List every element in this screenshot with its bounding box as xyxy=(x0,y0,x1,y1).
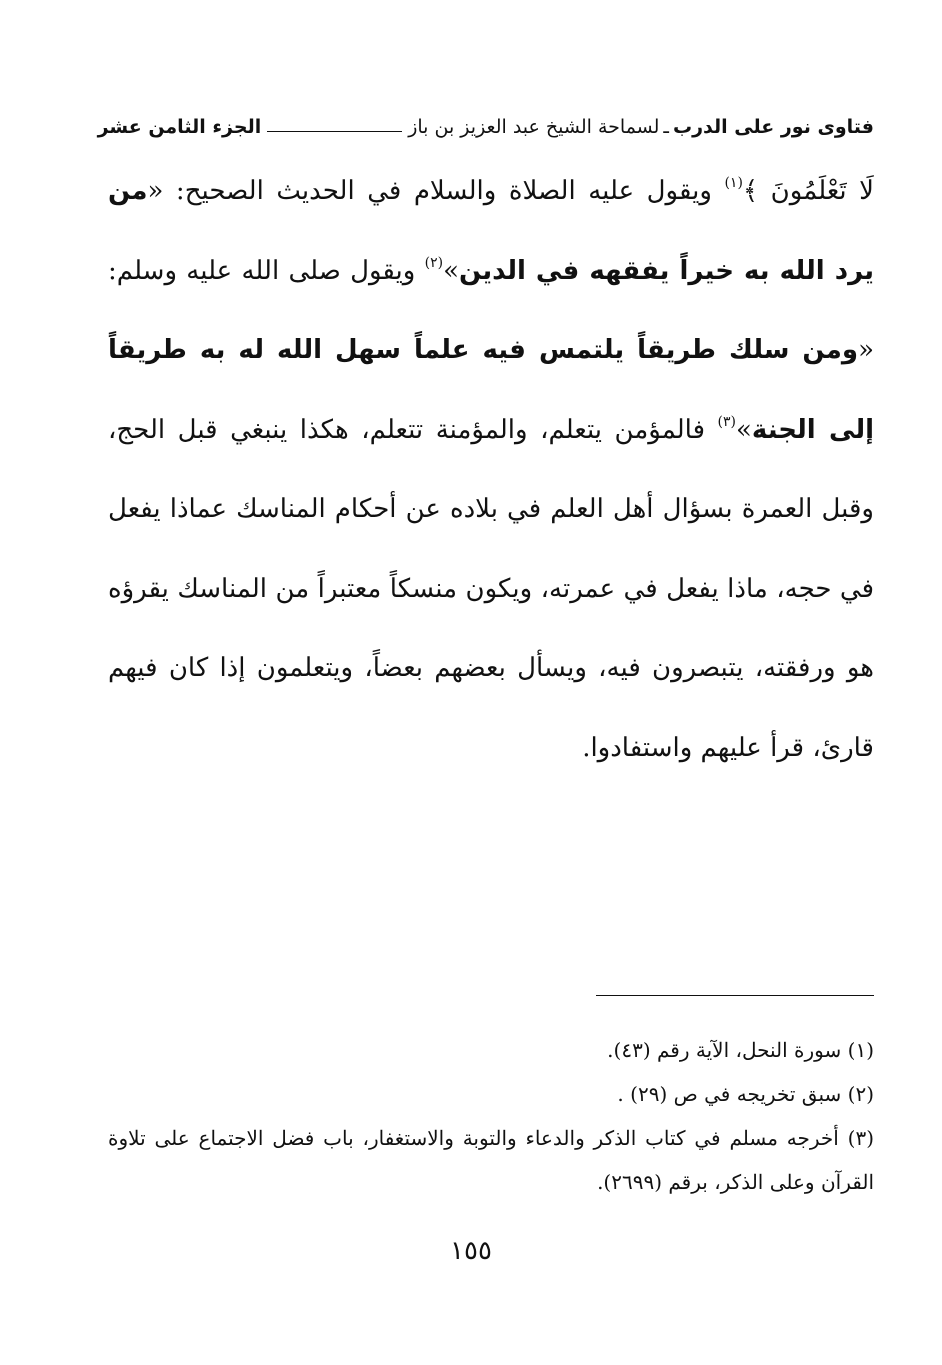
footnote-text: سورة النحل، الآية رقم (٤٣). xyxy=(607,1038,848,1062)
header-part: الجزء الثامن عشر xyxy=(97,116,262,138)
footnote-3 xyxy=(108,1116,874,1204)
running-header xyxy=(97,112,874,142)
footnote-2 xyxy=(108,1072,874,1116)
quote-close-2: » xyxy=(736,414,752,445)
header-author: لسماحة الشيخ عبد العزيز بن باز xyxy=(408,116,660,138)
quote-close-1: » xyxy=(443,255,460,286)
header-separator: ـ xyxy=(663,116,669,138)
body-text-c: فالمؤمن يتعلم، والمؤمنة تتعلم، هكذا ينبغي قبل الحج، وقبل العمرة بسؤال أهل العلم في بلاده عن أحكام المناسك عماذا يفعل في حجه، ماذا يفعل في عمرته، ويكون منسكاً معتبراً من المناسك يقرؤه هو ورفقته، يتبصرون فيه، ويسأل بعضهم بعضاً، ويتعلمون إذا كان فيهم قارئ، قرأ عليهم واستفادوا. xyxy=(108,414,874,763)
verse-end: لَا تَعْلَمُونَ ﴾ xyxy=(742,176,874,206)
footnote-mark: (١) xyxy=(847,1038,874,1062)
header-rule xyxy=(267,131,402,132)
footnote-ref-2: (٢) xyxy=(424,254,444,271)
footnote-divider xyxy=(596,995,874,996)
body-text-b: ويقول صلى الله عليه وسلم: « xyxy=(108,255,874,365)
hadith-quote-2: ومن سلك طريقاً يلتمس فيه علماً سهل الله له به طريقاً إلى الجنة xyxy=(108,335,875,445)
body-paragraph xyxy=(108,152,874,788)
footnote-text: أخرجه مسلم في كتاب الذكر والدعاء والتوبة والاستغفار، باب فضل الاجتماع على تلاوة القرآن وعلى الذكر، برقم (٢٦٩٩). xyxy=(108,1126,874,1194)
footnote-ref-1: (١) xyxy=(724,175,743,191)
page-number: ١٥٥ xyxy=(450,1236,492,1266)
footnote-1 xyxy=(108,1028,874,1072)
body-text-a: ويقول عليه الصلاة والسلام في الحديث الصحيح: « xyxy=(147,176,725,206)
footnotes xyxy=(108,1028,874,1204)
footnote-text: سبق تخريجه في ص (٢٩) . xyxy=(617,1082,848,1106)
header-book-title: فتاوى نور على الدرب xyxy=(673,116,874,138)
footnote-mark: (٣) xyxy=(847,1126,874,1150)
footnote-ref-3: (٣) xyxy=(717,413,736,430)
hadith-quote-1: من يرد الله به خيراً يفقهه في الدين xyxy=(108,176,874,286)
footnote-mark: (٢) xyxy=(847,1082,874,1106)
